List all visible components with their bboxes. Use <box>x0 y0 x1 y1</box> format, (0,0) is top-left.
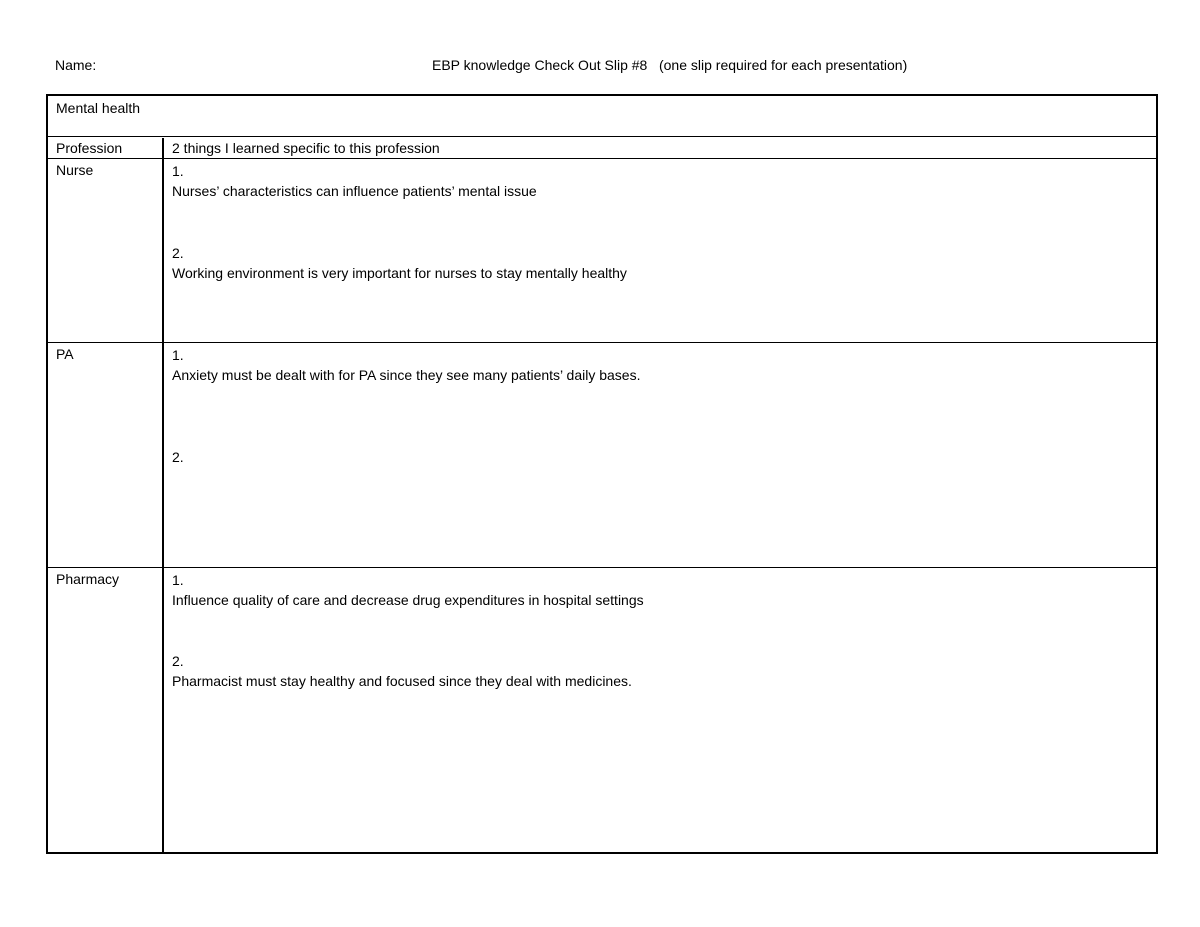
learned-item-1 <box>172 345 640 385</box>
profession-label: Nurse <box>56 162 94 178</box>
learned-item-2 <box>172 243 627 283</box>
column-divider <box>162 138 164 852</box>
item-number: 2. <box>172 449 184 465</box>
topic-title: Mental health <box>56 100 141 116</box>
learned-item-1 <box>172 570 644 610</box>
item-text: Anxiety must be dealt with for PA since they see many patients’ daily bases. <box>172 367 641 383</box>
learned-item-1 <box>172 161 537 201</box>
table-row-pharmacy <box>48 568 1156 852</box>
item-text: Nurses’ characteristics can influence patients’ mental issue <box>172 183 537 199</box>
item-number: 2. <box>172 245 184 261</box>
item-number: 1. <box>172 163 184 179</box>
item-text <box>172 467 184 487</box>
table-row-pa <box>48 343 1156 568</box>
item-number: 2. <box>172 653 184 669</box>
name-label: Name: <box>55 57 97 73</box>
table-row-nurse <box>48 159 1156 343</box>
table-header-row <box>48 138 1156 159</box>
slip-table <box>46 94 1158 854</box>
profession-column-header: Profession <box>56 140 123 156</box>
item-number: 1. <box>172 347 184 363</box>
item-number: 1. <box>172 572 184 588</box>
learned-item-2 <box>172 447 184 487</box>
slip-title: EBP knowledge Check Out Slip #8 (one slip required for each presentation) <box>432 57 908 73</box>
learned-column-header: 2 things I learned specific to this profession <box>172 140 440 156</box>
item-text: Influence quality of care and decrease drug expenditures in hospital settings <box>172 592 644 608</box>
item-text: Pharmacist must stay healthy and focused since they deal with medicines. <box>172 673 632 689</box>
item-text: Working environment is very important for nurses to stay mentally healthy <box>172 265 627 281</box>
profession-label: Pharmacy <box>56 571 120 587</box>
profession-label: PA <box>56 346 74 362</box>
learned-item-2 <box>172 651 632 691</box>
topic-row <box>48 96 1156 137</box>
